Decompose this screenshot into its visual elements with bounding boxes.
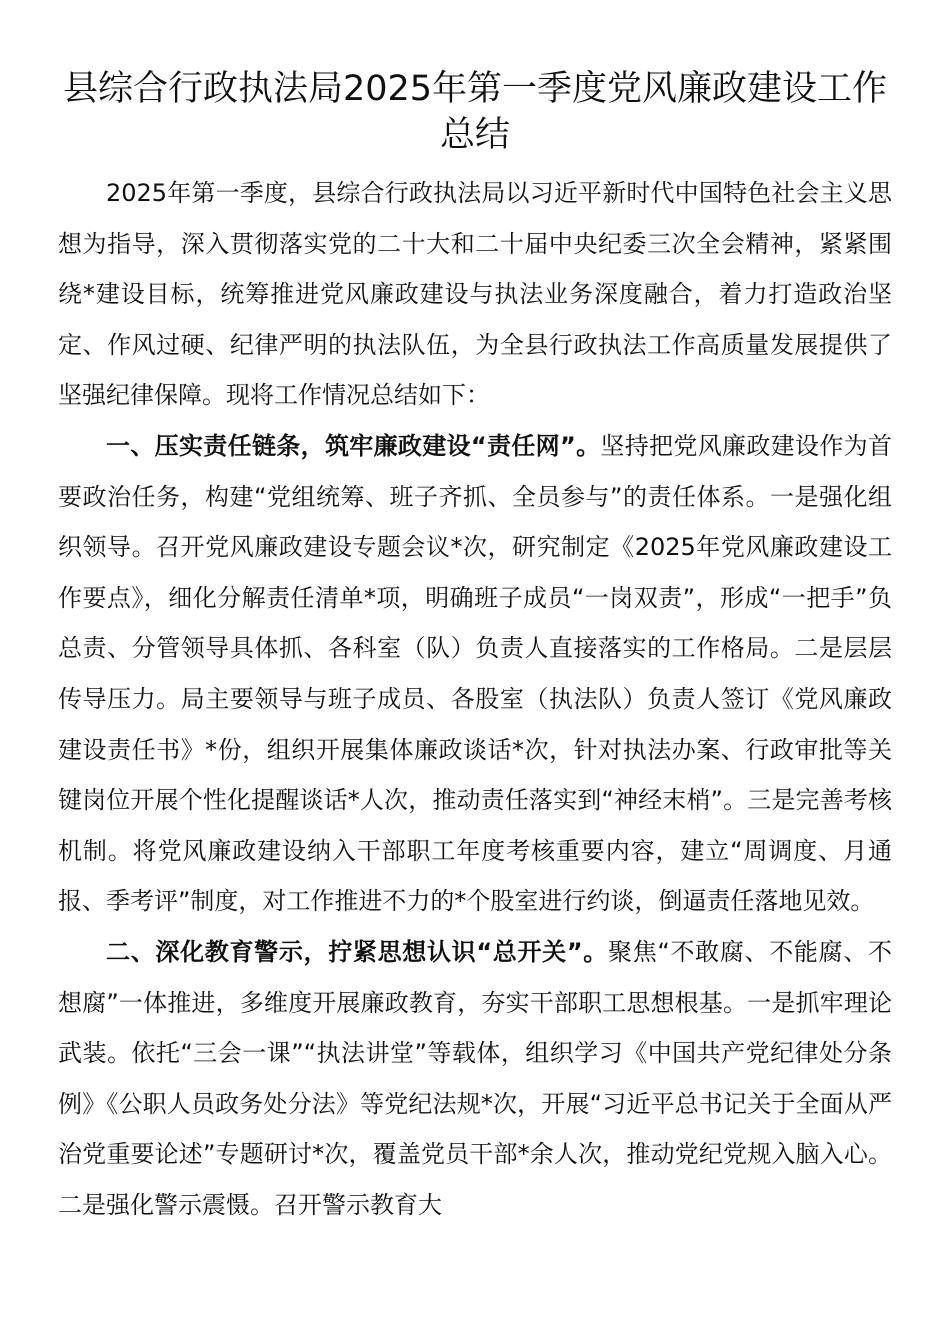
paragraph-intro-text: 2025年第一季度，县综合行政执法局以习近平新时代中国特色社会主义思想为指导，深入贯彻落实党的二十大和二十届中央纪委三次全会精神，紧紧围绕*建设目标，统筹推进党风廉政建设与执法业务深度融合，着力打造政治坚定、作风过硬、纪律严明的执法队伍，为全县行政执法工作高质量发展提供了坚强纪律保障。现将工作情况总结如下： (58, 179, 892, 410)
paragraph-section-1 (58, 421, 892, 927)
section-1-text: 坚持把党风廉政建设作为首要政治任务，构建“党组统筹、班子齐抓、全员参与”的责任体系。一是强化组织领导。召开党风廉政建设专题会议*次，研究制定《2025年党风廉政建设工作要点》，细化分解责任清单*项，明确班子成员“一岗双责”，形成“一把手”负总责、分管领导具体抓、各科室（队）负责人直接落实的工作格局。二是层层传导压力。局主要领导与班子成员、各股室（执法队）负责人签订《党风廉政建设责任书》*份，组织开展集体廉政谈话*次，针对执法办案、行政审批等关键岗位开展个性化提醒谈话*人次，推动责任落实到“神经末梢”。三是完善考核机制。将党风廉政建设纳入干部职工年度考核重要内容，建立“周调度、月通报、季考评”制度，对工作推进不力的*个股室进行约谈，倒逼责任落地见效。 (58, 431, 892, 916)
section-2-heading: 二、深化教育警示，拧紧思想认识“总开关”。 (106, 937, 608, 966)
document-title: 县综合行政执法局2025年第一季度党风廉政建设工作总结 (62, 69, 888, 155)
paragraph-section-2 (58, 927, 892, 1231)
document-body (58, 168, 892, 1230)
section-1-heading: 一、压实责任链条，筑牢廉政建设“责任网”。 (106, 431, 601, 460)
paragraph-intro (58, 168, 892, 421)
section-2-text: 聚焦“不敢腐、不能腐、不想腐”一体推进，多维度开展廉政教育，夯实干部职工思想根基。一是抓牢理论武装。依托“三会一课”“执法讲堂”等载体，组织学习《中国共产党纪律处分条例》《公职人员政务处分法》等党纪法规*次，开展“习近平总书记关于全面从严治党重要论述”专题研讨*次，覆盖党员干部*余人次，推动党纪党规入脑入心。二是强化警示震慑。召开警示教育大 (58, 937, 893, 1219)
